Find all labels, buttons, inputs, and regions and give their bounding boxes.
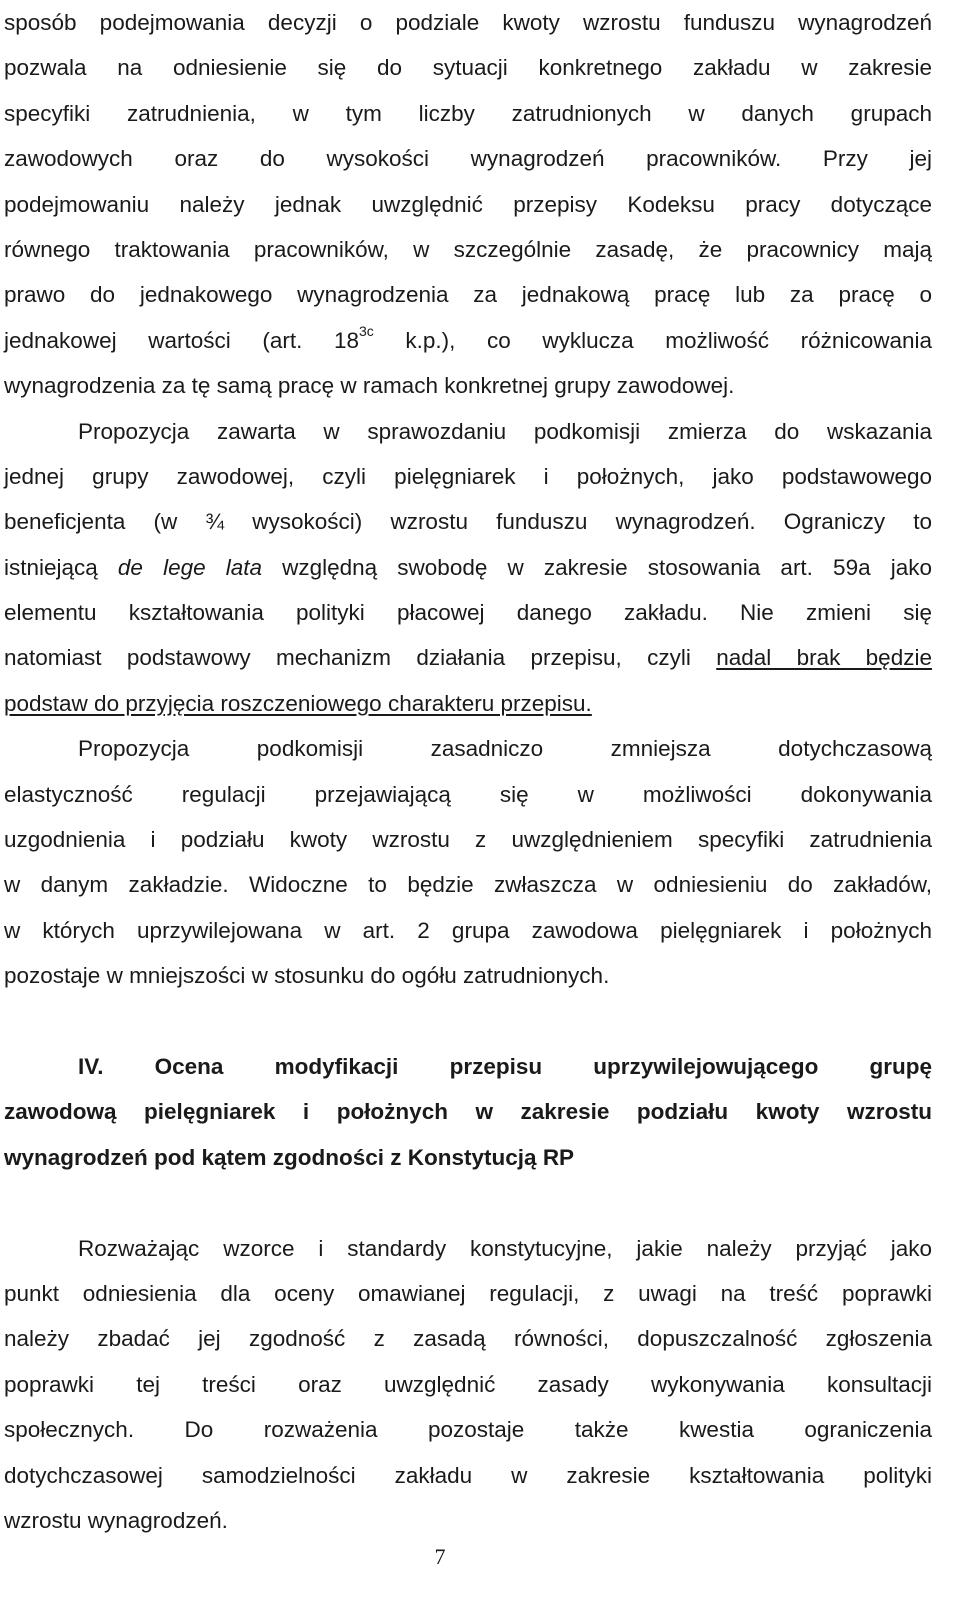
underlined-text: podstaw do przyjęcia roszczeniowego charakteru przepisu. xyxy=(4,690,592,716)
footnote-superscript: 3c xyxy=(358,322,374,339)
text-line: prawo do jednakowego wynagrodzenia za jednakową pracę lub za pracę o xyxy=(4,282,932,308)
text-line: równego traktowania pracowników, w szczególnie zasadę, że pracownicy mają xyxy=(4,236,932,262)
text-line: w danym zakładzie. Widoczne to będzie zwłaszcza w odniesieniu do zakładów, xyxy=(4,872,932,898)
text-line: dotychczasowej samodzielności zakładu w zakresie kształtowania polityki xyxy=(4,1462,932,1488)
text-line: uzgodnienia i podziału kwoty wzrostu z uwzględnieniem specyfiki zatrudnienia xyxy=(4,827,932,853)
text-line: elastyczność regulacji przejawiającą się w możliwości dokonywania xyxy=(4,781,932,807)
document-page xyxy=(4,0,932,1543)
text-line: w których uprzywilejowana w art. 2 grupa zawodowa pielęgniarek i położnych xyxy=(4,917,932,943)
text-line: punkt odniesienia dla oceny omawianej regulacji, z uwagi na treść poprawki xyxy=(4,1280,932,1306)
text-line: wzrostu wynagrodzeń. xyxy=(4,1507,228,1533)
text-fragment: natomiast podstawowy mechanizm działania przepisu, czyli xyxy=(4,645,717,671)
text-line xyxy=(4,681,932,726)
heading-line: zawodową pielęgniarek i położnych w zakresie podziału kwoty wzrostu xyxy=(4,1099,932,1125)
text-fragment: względną swobodę w zakresie stosowania art. 59a jako xyxy=(262,554,932,580)
text-line xyxy=(4,635,932,680)
text-line: wynagrodzenia za tę samą pracę w ramach konkretnej grupy zawodowej. xyxy=(4,373,735,399)
text-fragment: jednakowej wartości (art. 18 xyxy=(4,327,359,353)
text-line: społecznych. Do rozważenia pozostaje także kwestia ograniczenia xyxy=(4,1417,932,1443)
text-fragment: k.p.), co wyklucza możliwość różnicowania xyxy=(373,327,932,353)
paragraph-3 xyxy=(4,726,932,998)
text-line: pozwala na odniesienie się do sytuacji konkretnego zakładu w zakresie xyxy=(4,55,932,81)
text-line: elementu kształtowania polityki płacowej danego zakładu. Nie zmieni się xyxy=(4,600,932,626)
heading-line: wynagrodzeń pod kątem zgodności z Konstytucją RP xyxy=(4,1144,575,1170)
text-line: należy zbadać jej zgodność z zasadą równości, dopuszczalność zgłoszenia xyxy=(4,1326,932,1352)
text-line: pozostaje w mniejszości w stosunku do ogółu zatrudnionych. xyxy=(4,963,610,989)
text-fragment: istniejącą xyxy=(4,554,118,580)
paragraph-1 xyxy=(4,0,932,409)
section-heading xyxy=(4,1044,932,1180)
spacer xyxy=(4,999,932,1044)
heading-line: IV. Ocena modyfikacji przepisu uprzywilejowującego grupę xyxy=(78,1053,932,1079)
text-line: zawodowych oraz do wysokości wynagrodzeń pracowników. Przy jej xyxy=(4,146,932,172)
text-line: Rozważając wzorce i standardy konstytucyjne, jakie należy przyjąć jako xyxy=(78,1235,932,1261)
text-line: Propozycja podkomisji zasadniczo zmniejsza dotychczasową xyxy=(78,736,932,762)
spacer xyxy=(4,1180,932,1225)
text-line: beneficjenta (w ¾ wysokości) wzrostu funduszu wynagrodzeń. Ograniczy to xyxy=(4,509,932,535)
text-line xyxy=(4,318,932,363)
text-line: sposób podejmowania decyzji o podziale kwoty wzrostu funduszu wynagrodzeń xyxy=(4,10,932,35)
text-line: Propozycja zawarta w sprawozdaniu podkomisji zmierza do wskazania xyxy=(78,418,932,444)
text-line: jednej grupy zawodowej, czyli pielęgniarek i położnych, jako podstawowego xyxy=(4,463,932,489)
underlined-text: nadal brak będzie xyxy=(716,645,932,671)
paragraph-4 xyxy=(4,1226,932,1544)
text-line xyxy=(4,545,932,590)
text-line: podejmowaniu należy jednak uwzględnić przepisy Kodeksu pracy dotyczące xyxy=(4,191,932,217)
text-line: specyfiki zatrudnienia, w tym liczby zatrudnionych w danych grupach xyxy=(4,100,932,126)
text-line: poprawki tej treści oraz uwzględnić zasady wykonywania konsultacji xyxy=(4,1371,932,1397)
page-number: 7 xyxy=(434,1544,446,1569)
italic-latin-phrase: de lege lata xyxy=(117,554,262,580)
paragraph-2 xyxy=(4,409,932,727)
